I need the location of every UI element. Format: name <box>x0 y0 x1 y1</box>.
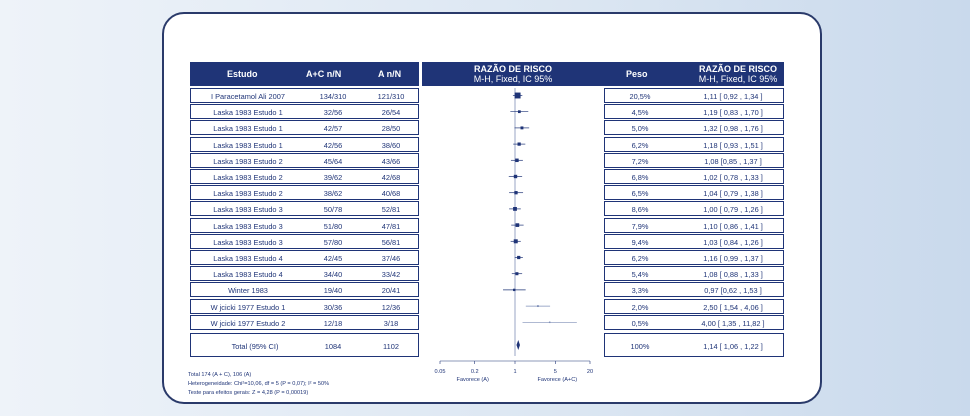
study-weight: 8,6% <box>631 205 649 215</box>
treatment-count: 32/56 <box>323 108 343 118</box>
study-row <box>190 137 419 152</box>
control-count: 121/310 <box>377 92 405 101</box>
study-rr: 1,08 [ 0,88 , 1,33 ] <box>703 270 763 280</box>
treatment-count: 12/18 <box>323 318 343 328</box>
total-result-row <box>604 333 784 357</box>
x-tick-label: 0.2 <box>470 369 479 375</box>
study-weight: 3,3% <box>631 286 649 296</box>
study-name: Laska 1983 Estudo 3 <box>213 221 283 231</box>
control-count: 38/60 <box>381 140 401 150</box>
study-row <box>190 169 419 184</box>
study-weight: 9,4% <box>631 237 649 247</box>
study-result-row <box>604 88 784 103</box>
study-weight: 4,5% <box>631 108 649 118</box>
study-rr: 1,10 [ 0,86 , 1,41 ] <box>703 221 763 231</box>
study-row <box>190 234 419 249</box>
study-name: Laska 1983 Estudo 1 <box>213 108 283 118</box>
study-result-row <box>604 120 784 135</box>
study-name: Laska 1983 Estudo 2 <box>213 156 283 166</box>
study-name: W jcicki 1977 Estudo 2 <box>210 318 286 328</box>
treatment-count: 42/45 <box>323 254 343 263</box>
study-result-row <box>604 234 784 249</box>
study-row <box>190 153 419 168</box>
study-rr: 1,02 [ 0,78 , 1,33 ] <box>703 173 763 182</box>
study-result-row <box>604 201 784 216</box>
control-count: 3/18 <box>383 318 399 328</box>
study-rr: 0,97 [0,62 , 1,53 ] <box>704 286 762 296</box>
study-name: W jcicki 1977 Estudo 1 <box>210 302 286 312</box>
study-rr: 1,16 [ 0,99 , 1,37 ] <box>703 254 763 263</box>
study-result-row <box>604 104 784 119</box>
treatment-count: 42/57 <box>323 124 343 134</box>
study-weight: 0,5% <box>631 318 649 328</box>
study-rr: 1,04 [ 0,79 , 1,38 ] <box>703 189 763 199</box>
control-count: 33/42 <box>381 270 401 280</box>
study-row <box>190 299 419 314</box>
x-tick-label: 20 <box>586 369 594 375</box>
control-count: 20/41 <box>381 286 401 296</box>
plot-title-line1: RAZÃO DE RISCO <box>473 64 552 74</box>
control-column-header: A n/N <box>378 69 402 79</box>
total-control: 1102 <box>383 342 399 351</box>
study-rr: 4,00 [ 1,35 , 11,82 ] <box>701 318 765 328</box>
study-result-row <box>604 137 784 152</box>
control-count: 42/68 <box>381 173 401 182</box>
study-rr: 1,03 [ 0,84 , 1,26 ] <box>703 237 763 247</box>
treatment-count: 19/40 <box>323 286 343 296</box>
weight-column-header: Peso <box>626 69 648 79</box>
footnote-total: Total 174 (A + C), 106 (A) <box>188 372 252 378</box>
total-row <box>190 333 419 357</box>
study-name: Laska 1983 Estudo 1 <box>213 124 283 134</box>
study-rr: 1,18 [ 0,93 , 1,51 ] <box>703 140 763 150</box>
study-name: Laska 1983 Estudo 2 <box>213 173 283 182</box>
rr-title-line1: RAZÃO DE RISCO <box>698 64 777 74</box>
study-name: Laska 1983 Estudo 3 <box>213 237 283 247</box>
study-result-row <box>604 282 784 297</box>
control-count: 26/54 <box>381 108 401 118</box>
study-row <box>190 104 419 119</box>
study-row <box>190 218 419 233</box>
study-rr: 2,50 [ 1,54 , 4,06 ] <box>703 302 763 312</box>
study-row <box>190 282 419 297</box>
footnote-overall-effect: Teste para efeitos gerais: Z = 4,28 (P = 0,00019) <box>188 390 309 396</box>
treatment-count: 30/36 <box>323 302 343 312</box>
study-weight: 5,0% <box>631 124 649 134</box>
study-weight: 7,9% <box>631 221 649 231</box>
study-row <box>190 185 419 200</box>
study-weight: 6,2% <box>631 254 649 263</box>
treatment-count: 34/40 <box>323 270 343 280</box>
study-rr: 1,11 [ 0,92 , 1,34 ] <box>703 92 763 101</box>
study-weight: 20,5% <box>629 92 651 101</box>
study-weight: 6,8% <box>631 173 649 182</box>
treatment-count: 57/80 <box>323 237 343 247</box>
treatment-count: 39/62 <box>323 173 343 182</box>
study-result-row <box>604 218 784 233</box>
treatment-count: 134/310 <box>319 92 347 101</box>
control-count: 37/46 <box>381 254 401 263</box>
study-result-row <box>604 185 784 200</box>
study-row <box>190 120 419 135</box>
study-name: Laska 1983 Estudo 1 <box>213 140 283 150</box>
study-weight: 2,0% <box>631 302 649 312</box>
treatment-count: 51/80 <box>323 221 343 231</box>
right-table-header <box>604 62 784 86</box>
left-table-header <box>190 62 419 86</box>
study-name: Laska 1983 Estudo 4 <box>213 270 283 280</box>
study-rr: 1,32 [ 0,98 , 1,76 ] <box>703 124 763 134</box>
study-result-row <box>604 315 784 330</box>
total-label: Total (95% CI) <box>231 342 279 351</box>
study-row <box>190 266 419 281</box>
favours-left-label: Favorece (A) <box>456 377 489 383</box>
study-weight: 6,5% <box>631 189 649 199</box>
study-result-row <box>604 266 784 281</box>
study-rr: 1,00 [ 0,79 , 1,26 ] <box>703 205 763 215</box>
study-row <box>190 315 419 330</box>
rr-title-line2: M-H, Fixed, IC 95% <box>698 74 778 84</box>
treatment-count: 38/62 <box>323 189 343 199</box>
footnote-heterogeneity: Heterogeneidade: Chi²=10,06, df = 5 (P = 0,07); I² = 50% <box>188 381 330 387</box>
treatment-column-header: A+C n/N <box>306 69 342 79</box>
total-weight: 100% <box>630 342 650 351</box>
treatment-count: 42/56 <box>323 140 343 150</box>
study-rr: 1,19 [ 0,83 , 1,70 ] <box>703 108 763 118</box>
x-tick-label: 5 <box>553 369 557 375</box>
control-count: 47/81 <box>381 221 401 231</box>
study-result-row <box>604 299 784 314</box>
study-row <box>190 250 419 265</box>
study-row <box>190 201 419 216</box>
study-column-header: Estudo <box>227 69 258 79</box>
control-count: 12/36 <box>381 302 401 312</box>
x-tick-label: 0.05 <box>434 369 446 375</box>
treatment-count: 45/64 <box>323 156 343 166</box>
control-count: 43/66 <box>381 156 401 166</box>
x-tick-label: 1 <box>513 369 517 375</box>
study-rr: 1,08 [0,85 , 1,37 ] <box>704 156 762 166</box>
study-weight: 6,2% <box>631 140 649 150</box>
total-rr: 1,14 [ 1,06 , 1,22 ] <box>703 342 763 351</box>
study-result-row <box>604 169 784 184</box>
plot-header <box>422 62 604 86</box>
control-count: 28/50 <box>381 124 401 134</box>
study-result-row <box>604 153 784 168</box>
study-name: Laska 1983 Estudo 4 <box>213 254 283 263</box>
study-weight: 7,2% <box>631 156 649 166</box>
study-result-row <box>604 250 784 265</box>
study-name: Laska 1983 Estudo 3 <box>213 205 283 215</box>
treatment-count: 50/78 <box>323 205 343 215</box>
plot-title-line2: M-H, Fixed, IC 95% <box>473 74 553 84</box>
study-name: Winter 1983 <box>228 286 268 296</box>
total-treatment: 1084 <box>324 342 342 351</box>
study-weight: 5,4% <box>631 270 649 280</box>
control-count: 52/81 <box>381 205 401 215</box>
study-row <box>190 88 419 103</box>
control-count: 56/81 <box>381 237 401 247</box>
favours-right-label: Favorece (A+C) <box>537 377 578 383</box>
study-name: Laska 1983 Estudo 2 <box>213 189 283 199</box>
study-name: I Paracetamol Ali 2007 <box>211 92 285 101</box>
control-count: 40/68 <box>381 189 401 199</box>
